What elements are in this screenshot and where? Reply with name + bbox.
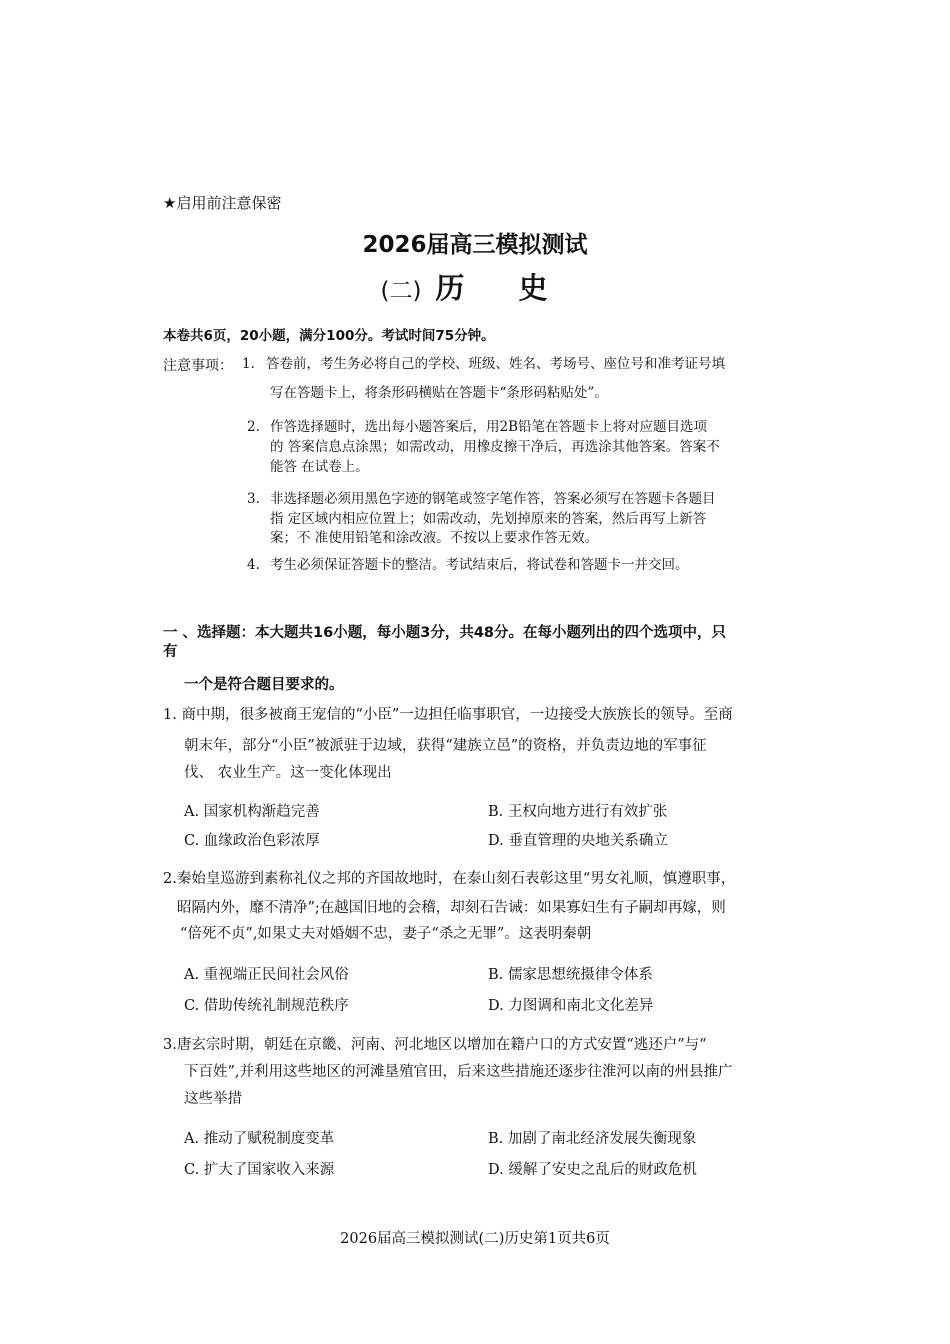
question-3-option-d: D. 缓解了安史之乱后的财政危机 xyxy=(488,1162,697,1178)
question-2-option-c: C. 借助传统礼制规范秩序 xyxy=(184,998,349,1014)
question-1-option-c: C. 血缘政治色彩浓厚 xyxy=(184,833,320,849)
question-2-line-2: 昭隔内外，靡不清净”;在越国旧地的会稽，却刻石告诫：如果寡妇生有子嗣却再嫁，则 xyxy=(177,900,726,916)
section-heading-line-2: 有 xyxy=(163,644,178,660)
question-2-line-3: “倍死不贞”,如果丈夫对婚姻不忠，妻子“杀之无罪”。这表明秦朝 xyxy=(180,926,592,942)
notice-item-3-line-2: 指 定区域内相应位置上；如需改动，先划掉原来的答案，然后再写上新答 xyxy=(270,511,707,527)
subject-name: 历 史 xyxy=(435,271,570,305)
notice-item-3-line-3: 案；不 准使用铅笔和涂改液。不按以上要求作答无效。 xyxy=(270,530,599,546)
notice-item-4-line-1: 考生必须保证答题卡的整洁。考试结束后，将试卷和答题卡一并交回。 xyxy=(270,557,689,573)
notice-item-4-num: 4. xyxy=(247,557,260,573)
question-2-option-d: D. 力图调和南北文化差异 xyxy=(488,998,654,1014)
question-1-option-d: D. 垂直管理的央地关系确立 xyxy=(488,833,668,849)
exam-number: (二) xyxy=(380,278,422,304)
question-3-option-c: C. 扩大了国家收入来源 xyxy=(184,1162,335,1178)
question-1-option-a: A. 国家机构渐趋完善 xyxy=(184,804,320,820)
section-heading-line-3: 一个是符合题目要求的。 xyxy=(184,677,344,693)
question-2-option-a: A. 重视端正民间社会风俗 xyxy=(184,967,349,983)
question-2-line-1: 2.秦始皇巡游到素称礼仪之邦的齐国故地时，在泰山刻石表彰这里“男女礼顺，慎遵职事， xyxy=(163,871,736,887)
question-1-option-b: B. 王权向地方进行有效扩张 xyxy=(488,804,668,820)
notice-label: 注意事项： xyxy=(163,358,233,374)
question-1-line-2: 朝末年，部分“小臣”被派驻于边域，获得“建族立邑”的资格，并负责边地的军事征 xyxy=(184,738,707,754)
notice-item-3-line-1: 非选择题必须用黑色字迹的钢笔或签字笔作答，答案必须写在答题卡各题目 xyxy=(270,491,716,507)
notice-item-1-num: 1. xyxy=(242,356,255,372)
subject-title xyxy=(0,266,950,307)
notice-item-1-line-1: 答卷前，考生务必将自己的学校、班级、姓名、考场号、座位号和准考证号填 xyxy=(266,356,725,372)
exam-title: 2026届高三模拟测试 xyxy=(362,232,588,258)
question-3-option-a: A. 推动了赋税制度变革 xyxy=(184,1131,335,1147)
question-1-line-1: 1. 商中期，很多被商王宠信的“小臣”一边担任临事职官，一边接受大族族长的领导。至商 xyxy=(163,707,733,723)
confidential-mark: ★启用前注意保密 xyxy=(163,194,282,212)
notice-item-2-line-1: 作答选择题时，选出每小题答案后，用2B铅笔在答题卡上将对应题目选项 xyxy=(270,419,708,435)
notice-item-2-line-3: 能答 在试卷上。 xyxy=(270,459,369,475)
question-3-line-3: 这些举措 xyxy=(184,1091,242,1107)
notice-item-1-line-2: 写在答题卡上，将条形码横贴在答题卡“条形码粘贴处”。 xyxy=(270,385,608,401)
question-3-line-1: 3.唐玄宗时期，朝廷在京畿、河南、河北地区以增加在籍户口的方式安置“逃还户”与“ xyxy=(163,1037,707,1053)
question-3-option-b: B. 加剧了南北经济发展失衡现象 xyxy=(488,1131,697,1147)
exam-info: 本卷共6页，20小题，满分100分。考试时间75分钟。 xyxy=(163,328,495,344)
notice-item-2-num: 2. xyxy=(247,419,260,435)
notice-item-3-num: 3. xyxy=(247,491,260,507)
page-footer: 2026届高三模拟测试(二)历史第1页共6页 xyxy=(340,1231,610,1247)
notice-item-2-line-2: 的 答案信息点涂黑；如需改动，用橡皮擦干净后，再选涂其他答案。答案不 xyxy=(270,439,720,455)
section-heading xyxy=(163,624,726,662)
question-3-line-2: 下百姓”,并利用这些地区的河滩垦殖官田，后来这些措施还逐步往淮河以南的州县推广 xyxy=(184,1064,733,1080)
section-heading-line-1: 一 、选择题：本大题共16小题，每小题3分，共48分。在每小题列出的四个选项中，只 xyxy=(163,625,726,641)
question-2-option-b: B. 儒家思想统摄律令体系 xyxy=(488,967,653,983)
question-1-line-3: 伐、 农业生产。这一变化体现出 xyxy=(184,765,392,781)
